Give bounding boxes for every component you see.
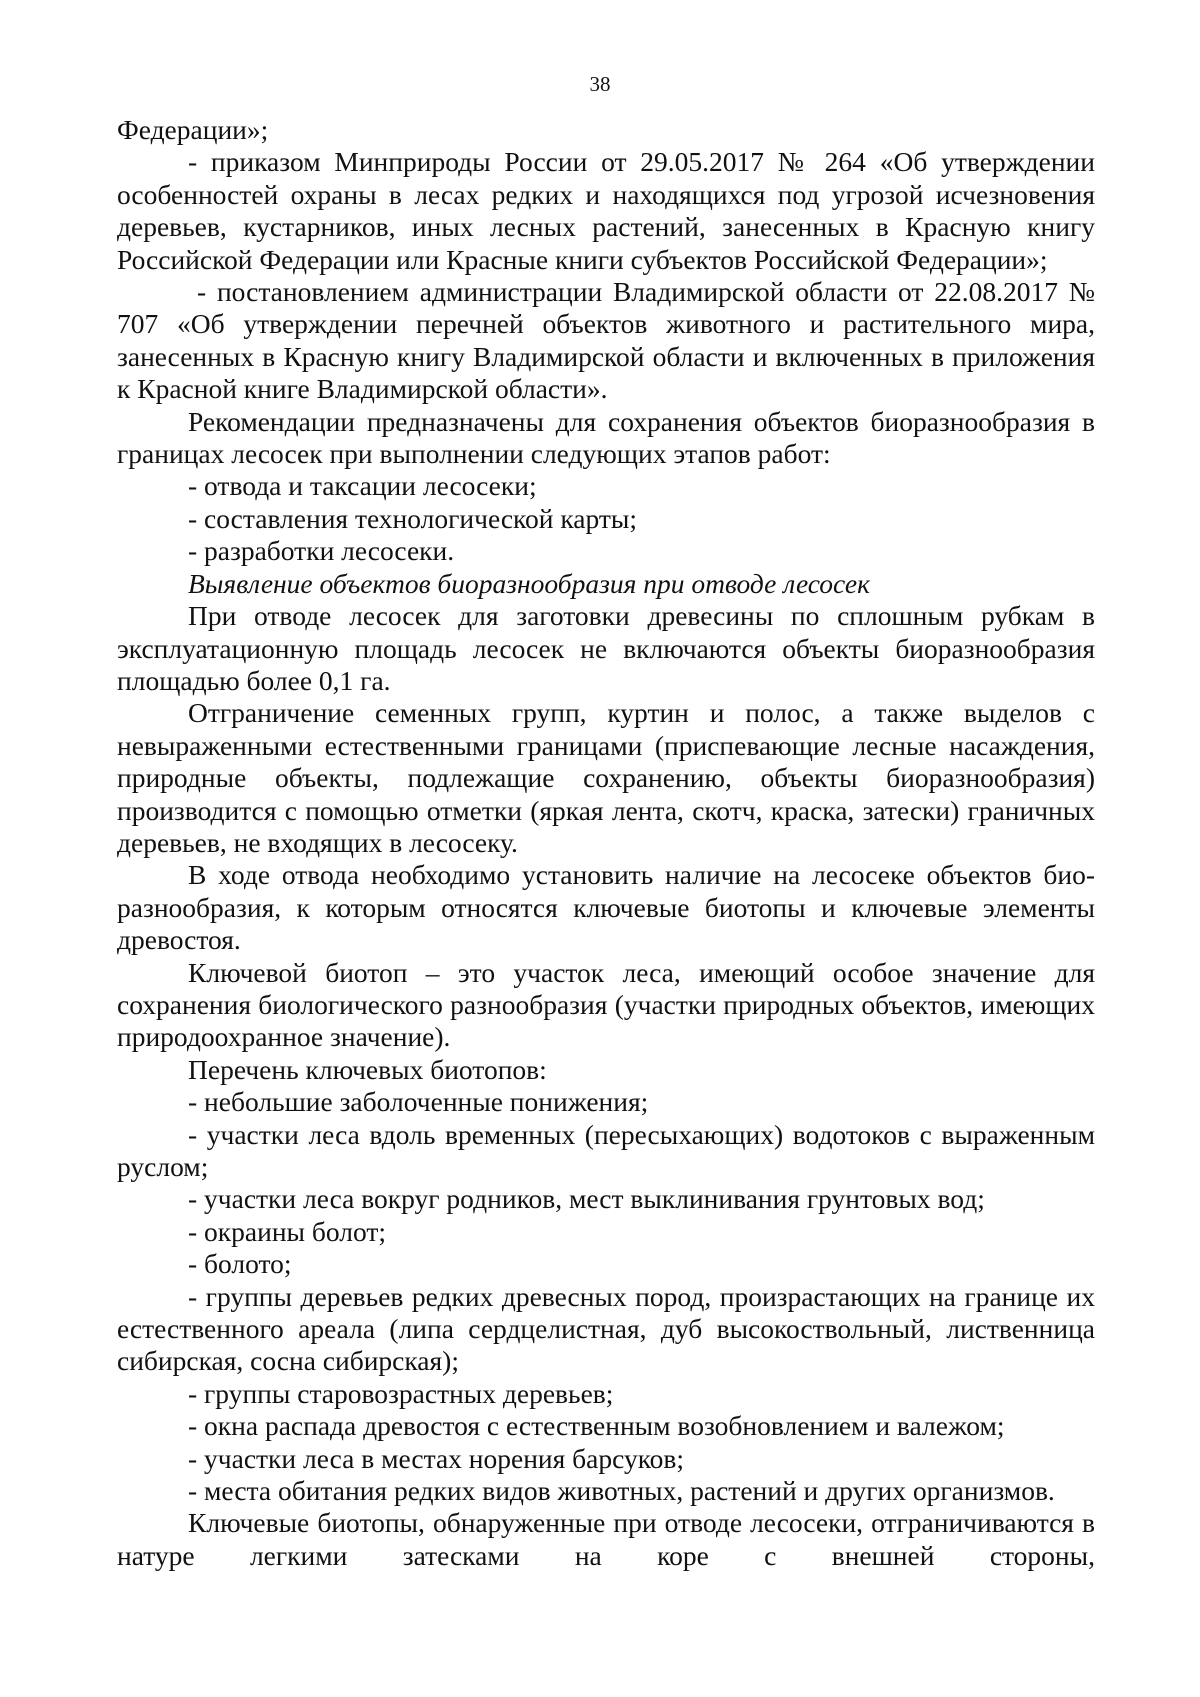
paragraph: Перечень ключевых биотопов: xyxy=(188,1053,547,1085)
page-number: 38 xyxy=(589,72,611,96)
list-item: - группы деревьев редких древесных пород, произрастающих на границе их естественного ареала (липа сердцелистная, дуб высокоствольный, лиственница сибирская, сосна сибирская); xyxy=(117,1280,1095,1377)
list-item: - окна распада древостоя с естественным возобновлением и валежом; xyxy=(188,1410,1005,1442)
paragraph: При отводе лесосек для заготовки древесины по сплошным рубкам в эксплуатационную площадь лесосек не включаются объекты биоразнообразия площадью более 0,1 га. xyxy=(117,600,1095,696)
paragraph: В ходе отвода необходимо установить наличие на лесосеке объектов био-разнообразия, к которым относятся ключевые биотопы и ключевые элементы древостоя. xyxy=(117,859,1095,956)
list-item: - участки леса вокруг родников, мест выклинивания грунтовых вод; xyxy=(188,1183,985,1215)
paragraph: Ключевой биотоп – это участок леса, имеющий особое значение для сохранения биологического разнообразия (участки природных объектов, имеющих природоохранное значение). xyxy=(117,956,1095,1053)
list-item: - болото; xyxy=(188,1248,292,1280)
list-item: - небольшие заболоченные понижения; xyxy=(188,1086,649,1118)
paragraph: - приказом Минприроды России от 29.05.2017 № 264 «Об утверждении особенностей охраны в лесах редких и находящихся под угрозой исчезновения деревьев, кустарников, иных лесных растений, занесенных в Красную книгу Российской Федерации или Красные книги субъектов Российской Федерации»; xyxy=(117,146,1095,275)
list-item: - участки леса вдоль временных (пересыхающих) водотоков с выраженным руслом; xyxy=(117,1118,1095,1182)
list-item: - группы старовозрастных деревьев; xyxy=(188,1377,614,1409)
list-item: - места обитания редких видов животных, растений и других организмов. xyxy=(188,1475,1055,1507)
paragraph: Рекомендации предназначены для сохранения объектов биоразнообразия в границах лесосек при выполнении следующих этапов работ: xyxy=(117,405,1095,470)
list-item: - участки леса в местах норения барсуков; xyxy=(188,1442,685,1474)
paragraph: Отграничение семенных групп, куртин и полос, а также выделов с невыраженными естественными границами (приспевающие лесные насаждения, природные объекты, подлежащие сохранению, объекты биоразнообразия) производится с помощью отметки (яркая лента, скотч, краска, затески) граничных деревьев, не входящих в лесосеку. xyxy=(117,697,1095,858)
paragraph: - постановлением администрации Владимирской области от 22.08.2017 № 707 «Об утверждении перечней объектов животного и растительного мира, занесенных в Красную книгу Владимирской области и включенных в приложения к Красной книге Владимирской области». xyxy=(117,276,1095,405)
list-item: - разработки лесосеки. xyxy=(188,535,455,567)
paragraph: Федерации»; xyxy=(117,114,269,145)
document-body xyxy=(117,114,1095,1572)
paragraph: Ключевые биотопы, обнаруженные при отводе лесосеки, отграничиваются в натуре легкими затесками на коре с внешней стороны, xyxy=(117,1507,1095,1571)
list-item: - отвода и таксации лесосеки; xyxy=(188,470,537,502)
list-item: - окраины болот; xyxy=(188,1215,387,1247)
section-heading: Выявление объектов биоразнообразия при отводе лесосек xyxy=(188,567,870,599)
list-item: - составления технологической карты; xyxy=(188,502,638,534)
